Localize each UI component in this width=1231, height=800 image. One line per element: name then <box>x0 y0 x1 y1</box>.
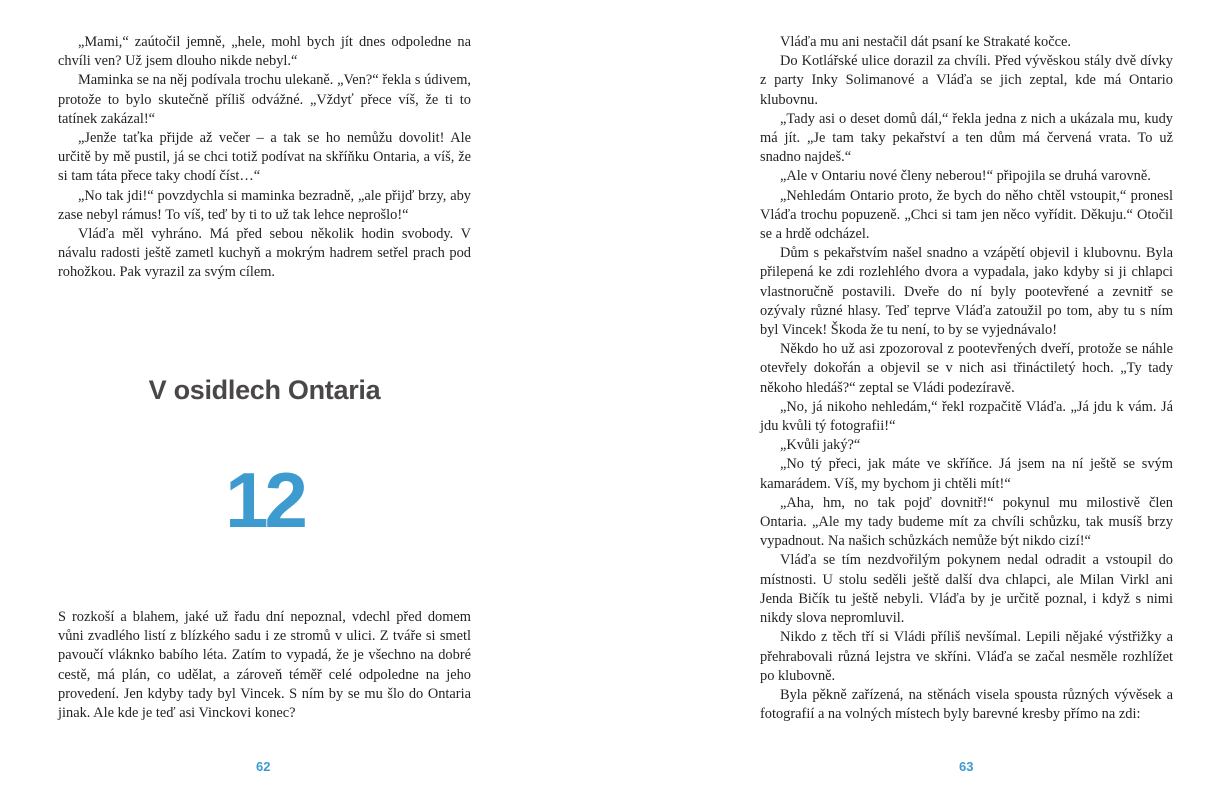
left-bottom-text <box>58 608 471 723</box>
paragraph: Vláďa mu ani nestačil dát psaní ke Strakaté kočce. <box>780 34 1072 50</box>
page-number: 62 <box>256 759 271 774</box>
paragraph: Nikdo z těch tří si Vládi příliš nevšímal. Lepili nějaké výstřižky a přehrabovali různá lejstra ve skříni. Vláďa se začal nesměle rozhlížet po klubovně. <box>760 629 1173 684</box>
chapter-title: V osidlech Ontaria <box>148 375 381 405</box>
paragraph: Byla pěkně zařízená, na stěnách visela spousta různých vývěsek a fotografií a na volných místech byly barevné kresby přímo na zdi: <box>760 686 1173 723</box>
paragraph: Do Kotlářské ulice dorazil za chvíli. Před vývěskou stály dvě dívky z party Inky Solimanové a Vláďa se jich zeptal, kde má Ontario klubovnu. <box>760 53 1173 108</box>
left-top-text <box>58 33 471 283</box>
paragraph: „Aha, hm, no tak pojď dovnitř!“ pokynul mu milostivě člen Ontaria. „Ale my tady budeme mít za chvíli schůzku, tak musíš brzy vypadnout. Na našich schůzkách nemůže být nikdo cizí!“ <box>760 494 1173 550</box>
paragraph: „Nehledám Ontario proto, že bych do něho chtěl vstoupit,“ pronesl Vláďa trochu popuzeně. „Chci si tam jen něco vyřídit. Děkuju.“ Otočil se a hrdě odcházel. <box>760 187 1173 243</box>
paragraph: „Tady asi o deset domů dál,“ řekla jedna z nich a ukázala mu, kudy má jít. „Je tam taky pekařství a ten dům má červená vrata. To už snadno najdeš.“ <box>760 110 1173 166</box>
page-number: 63 <box>959 759 974 774</box>
right-text <box>760 33 1173 724</box>
chapter-number: 12 <box>225 456 304 544</box>
paragraph: Dům s pekařstvím našel snadno a vzápětí objevil i klubovnu. Byla přilepená ke zdi rozlehlého dvora a vypadala, jako kdyby si ji chlapci vlastnoručně postavili. Dveře do ní byly pootevřené a zevnitř se ozývaly různé hlasy. Teď teprve Vláďa zatoužil po tom, aby tu s ním byl Vincek! Škoda že tu není, to by se vyjednávalo! <box>760 245 1173 339</box>
paragraph: „No tak jdi!“ povzdychla si maminka bezradně, „ale přijď brzy, aby zase nebyl rámus! To víš, teď by ti to už tak lehce neprošlo!“ <box>58 187 471 223</box>
paragraph: „No tý přeci, jak máte ve skříňce. Já jsem na ní ještě se svým kamarádem. Víš, my bychom ji chtěli mít!“ <box>760 456 1173 492</box>
paragraph: Maminka se na něj podívala trochu ulekaně. „Ven?“ řekla s údivem, protože to bylo skutečně příliš odvážné. „Vždyť přece víš, že ti to tatínek zakázal!“ <box>58 72 471 127</box>
paragraph: „No, já nikoho nehledám,“ řekl rozpačitě Vláďa. „Já jdu k vám. Já jdu kvůli tý fotografii!“ <box>760 398 1173 435</box>
paragraph: „Mami,“ zaútočil jemně, „hele, mohl bych jít dnes odpoledne na chvíli ven? Už jsem dlouho nikde nebyl.“ <box>58 34 471 70</box>
paragraph: Vláďa se tím nezdvořilým pokynem nedal odradit a vstoupil do místnosti. U stolu seděli ještě další dva chlapci, ale Milan Virkl ani Jenda Bičík tu ještě nebyli. Vláďa by je určitě poznal, i když s nimi nikdy slova nepromluvil. <box>760 552 1173 627</box>
paragraph: „Kvůli jaký?“ <box>780 437 861 454</box>
left-page <box>0 0 615 800</box>
paragraph: S rozkoší a blahem, jaké už řadu dní nepoznal, vdechl před domem vůni zvadlého listí z blízkého sadu i ze stromů v ulici. Z tváře si smetl pavoučí vláknko babího léta. Zatím to vypadá, že je všechno na dobré cestě, má plán, co udělat, a zároveň téměř celé odpoledne na jeho provedení. Jen kdyby tady byl Vincek. S ním by se mu šlo do Ontaria jinak. Ale kde je teď asi Vinckovi konec? <box>58 609 471 722</box>
paragraph: Někdo ho už asi zpozoroval z pootevřených dveří, protože se náhle otevřely dokořán a objevil se v nich asi třináctiletý hoch. „Ty tady někoho hledáš?“ zeptal se Vládi podezíravě. <box>760 341 1173 396</box>
paragraph: Vláďa měl vyhráno. Má před sebou několik hodin svobody. V návalu radosti ještě zametl kuchyň a mokrým hadrem setřel prach pod rohožkou. Pak vyrazil za svým cílem. <box>58 226 471 281</box>
right-page <box>615 0 1231 800</box>
paragraph: „Ale v Ontariu nové členy neberou!“ připojila se druhá varovně. <box>780 168 1151 185</box>
paragraph: „Jenže taťka přijde až večer – a tak se ho nemůžu dovolit! Ale určitě by mě pustil, já se chci totiž podívat na skříňku Ontaria, a víš, že si tam táta přece taky chodí číst…“ <box>58 130 471 185</box>
